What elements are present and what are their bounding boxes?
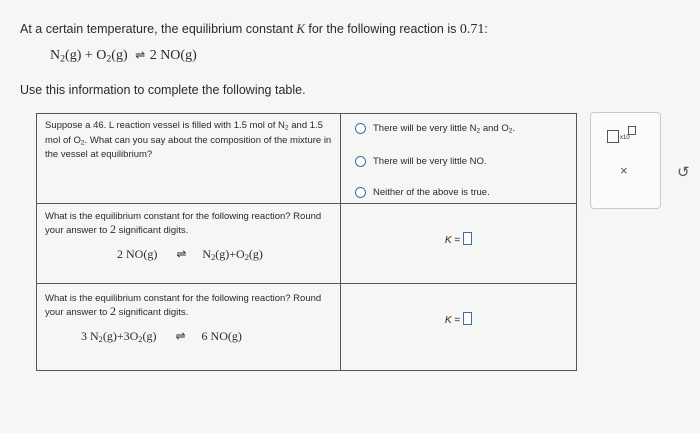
radio-icon[interactable] [355, 156, 366, 167]
q2-answer [341, 204, 577, 284]
instruction-text: Use this information to complete the following table. [20, 83, 306, 97]
equilibrium-arrow-icon: ⇌ [135, 48, 143, 62]
q1-options [341, 114, 577, 204]
k-label: K = [444, 235, 461, 246]
q2-cell [37, 204, 341, 284]
option-little-no[interactable]: There will be very little NO. [355, 156, 576, 167]
k2-answer-input[interactable] [463, 232, 472, 245]
reaction-equation: $N_2(g) + O_2(g)$ ⇌ 2 NO(g) [50, 48, 197, 65]
question-table [36, 113, 577, 371]
undo-icon[interactable]: ↺ [677, 164, 690, 181]
q2-text: What is the equilibrium constant for the following reaction? Round your answer to 2 significant digits. [45, 211, 322, 236]
k-label: K = [444, 315, 461, 326]
q3-text: What is the equilibrium constant for the following reaction? Round your answer to 2 significant digits. [45, 293, 322, 318]
q1-text: Suppose a 46. L reaction vessel is filled with 1.5 mol of $N_2$ and 1.5 mol of $O_2$. What can you say about the composition of the mixture in the vessel at equilibrium? [45, 120, 332, 161]
k3-answer-input[interactable] [463, 312, 472, 325]
answer-tools-panel [590, 112, 661, 209]
q1-cell [37, 114, 341, 204]
exponent-box-icon [628, 126, 636, 135]
clear-button[interactable]: × [620, 163, 628, 178]
intro-text: At a certain temperature, the equilibrium constant K for the following reaction is 0.71: [20, 22, 488, 37]
times-ten-label: x10 [620, 135, 630, 141]
mantissa-box-icon [607, 130, 619, 143]
q3-cell [37, 284, 341, 371]
equilibrium-arrow-icon: ⇌ [176, 247, 184, 261]
option-neither[interactable]: Neither of the above is true. [355, 187, 576, 198]
q2-reaction: 2 NO(g) ⇌ $N_2(g)+O_2(g)$ [117, 247, 263, 263]
equilibrium-arrow-icon: ⇌ [175, 329, 183, 343]
radio-icon[interactable] [355, 187, 366, 198]
scientific-notation-button[interactable] [607, 126, 641, 142]
radio-icon[interactable] [355, 123, 366, 134]
q3-answer [341, 284, 577, 371]
option-little-n2-o2[interactable]: There will be very little $N_2$ and $O_2$. [355, 123, 576, 135]
q3-reaction: 3 $N_2(g)+3O_2(g)$ ⇌ 6 NO(g) [81, 329, 242, 345]
